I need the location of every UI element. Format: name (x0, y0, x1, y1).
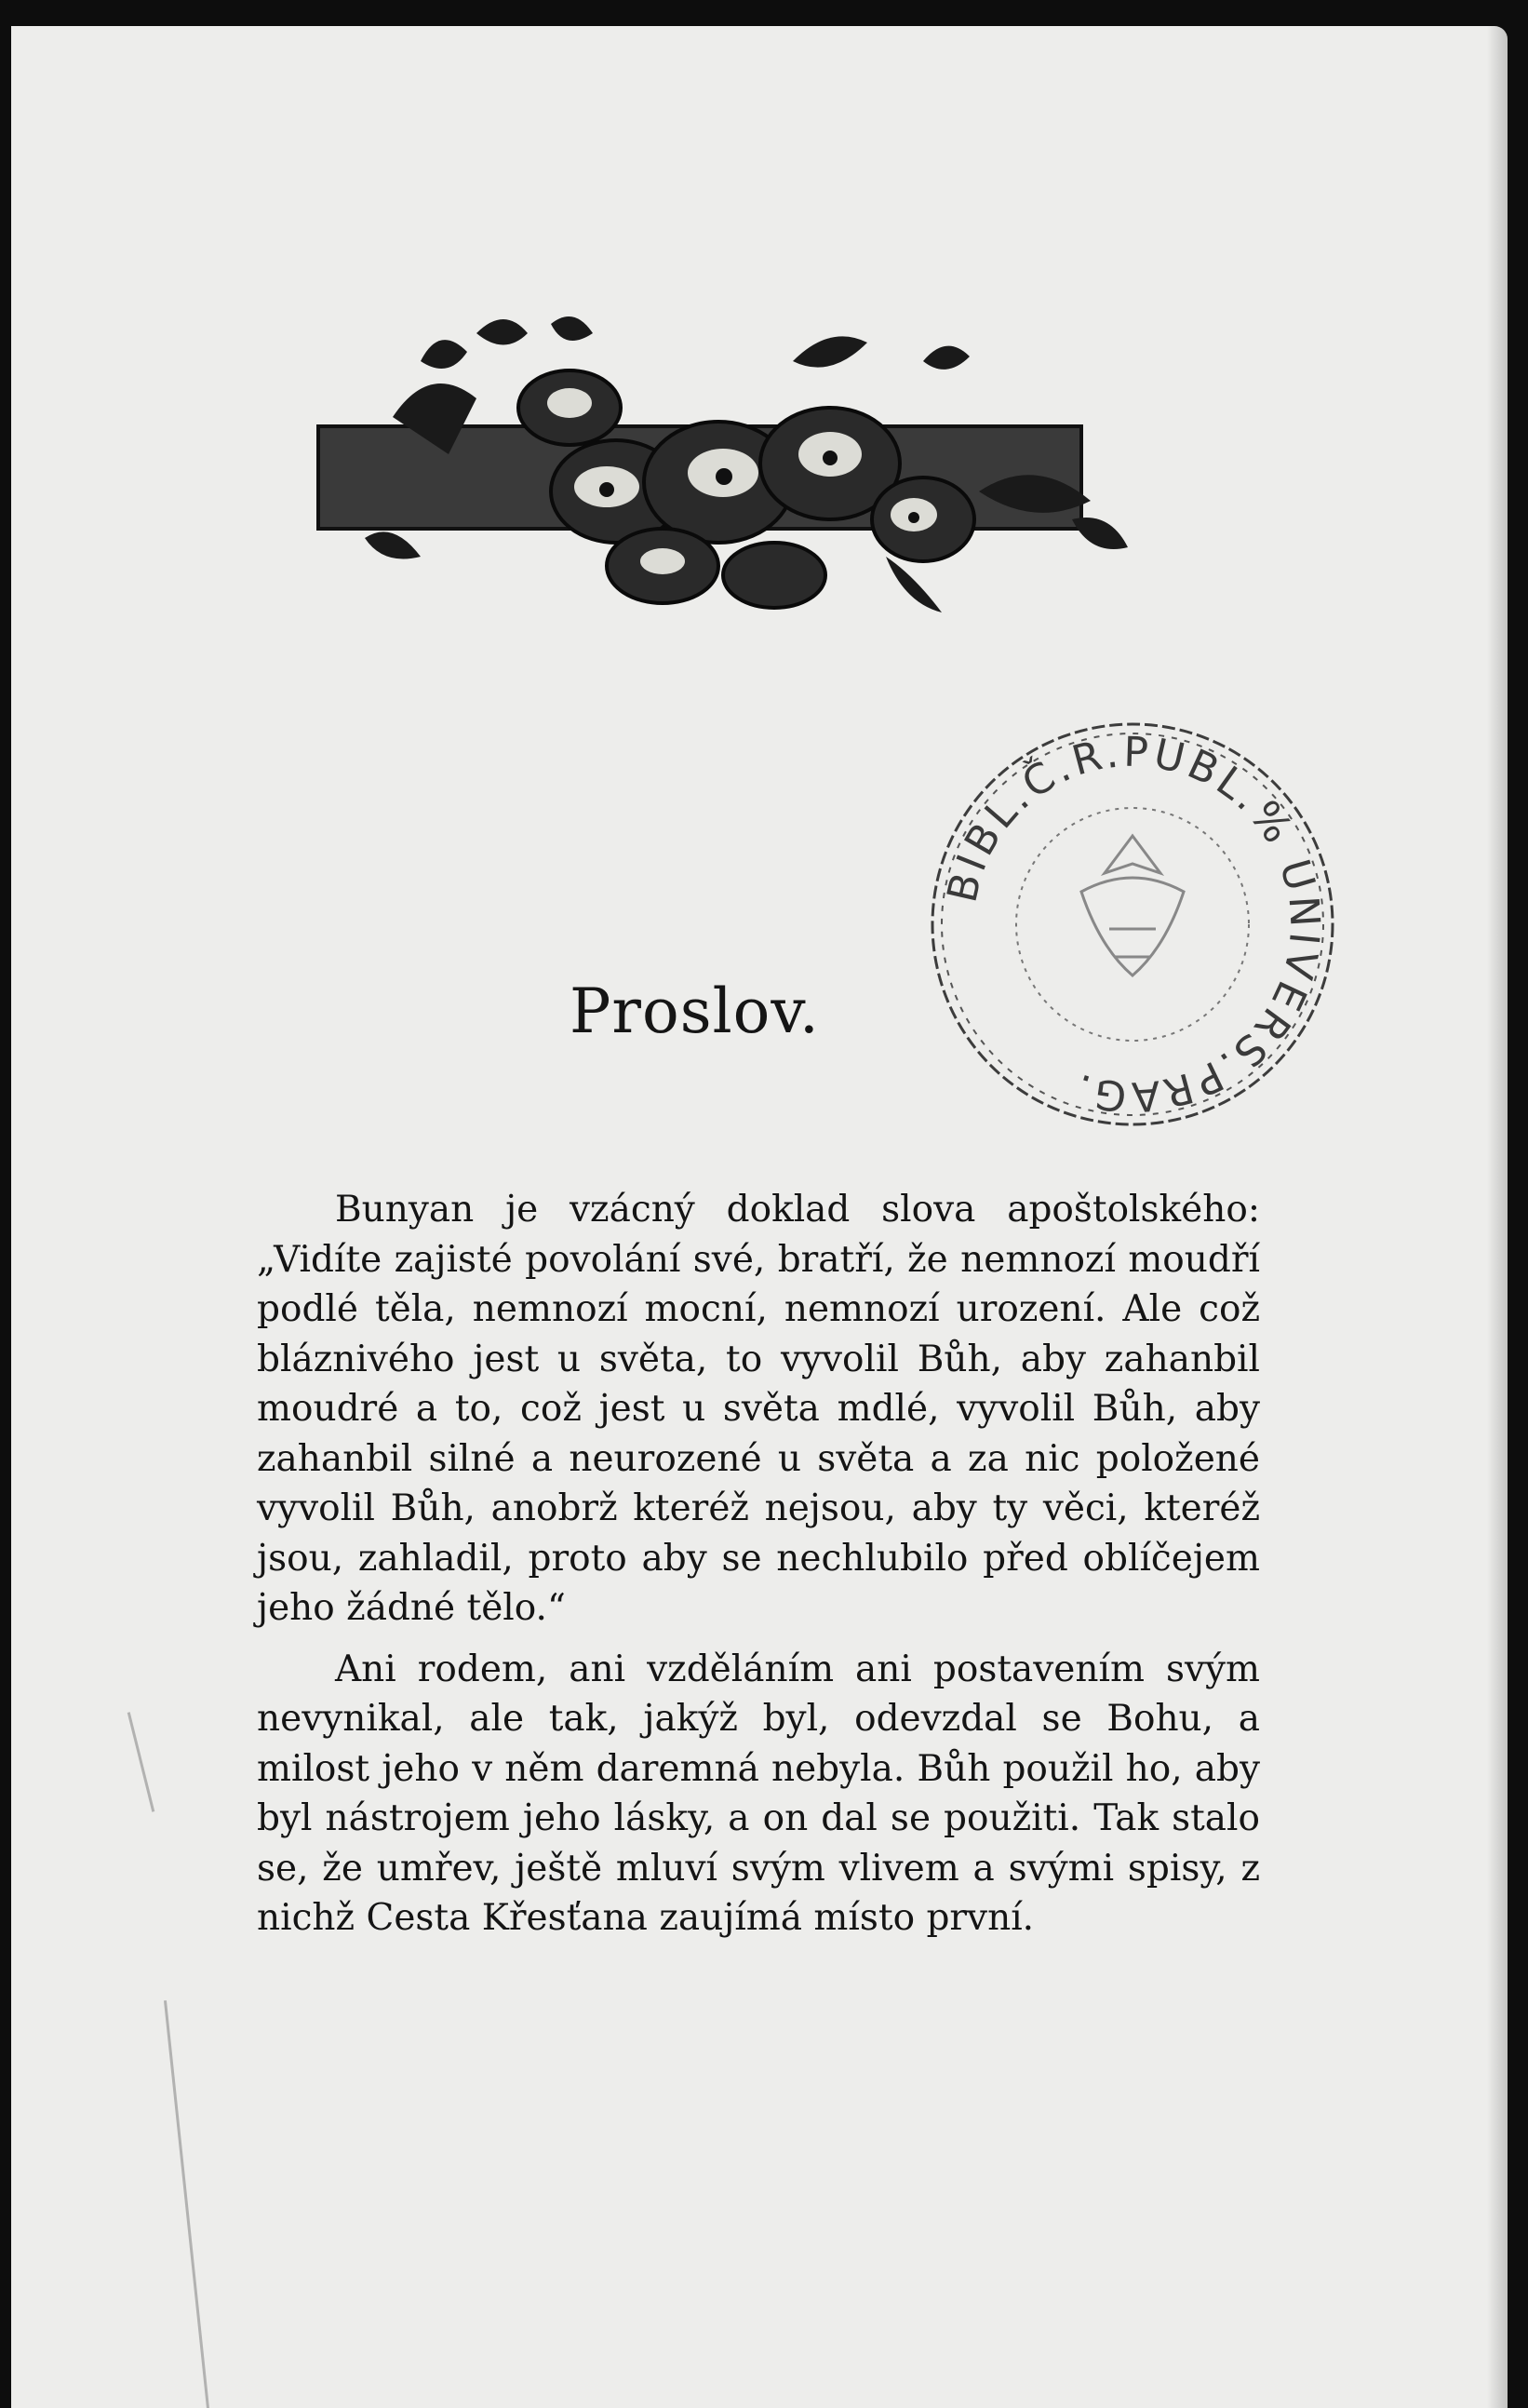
floral-ornament-icon (309, 305, 1165, 622)
paragraph-2: Ani rodem, ani vzděláním ani postavením svým nevynikal, ale tak, jakýž byl, odevzdal se Bohu, a milost jeho v něm daremná nebyla. Bůh použil ho, aby byl nástrojem jeho lásky, a on dal se použiti. Tak stalo se, že umřev, ještě mluví svým vlivem a svými spisy, z nichž Cesta Křesťana zaujímá místo první. (257, 1648, 1260, 1939)
page-edge-shadow (1487, 26, 1508, 2408)
preface-text (257, 1185, 1260, 1944)
library-stamp-icon (923, 715, 1342, 1134)
book-page (11, 26, 1508, 2408)
paragraph-1: Bunyan je vzácný doklad slova apoštolského: „Vidíte zajisté povolání své, bratří, že nemnozí moudří podlé těla, nemnozí mocní, nemnozí urození. Ale což bláznivého jest u světa, to vyvolil Bůh, aby zahanbil moudré a to, což jest u světa mdlé, vyvolil Bůh, aby zahanbil silné a neurozené u světa a za nic položené vyvolil Bůh, anobrž kteréž nejsou, aby ty věci, kteréž jsou, zahladil, proto aby se nechlubilo před oblíčejem jeho žádné tělo.“ (257, 1189, 1260, 1629)
page-scratch (164, 2000, 211, 2408)
page-scratch (127, 1712, 155, 1811)
svg-text:BIBL.Č.R.PUBL.% UNIVERS.PRAG. (939, 729, 1329, 1121)
page-title: Proslov. (570, 975, 820, 1047)
stamp-text: BIBL.Č.R.PUBL.% UNIVERS.PRAG. (938, 728, 1329, 1121)
